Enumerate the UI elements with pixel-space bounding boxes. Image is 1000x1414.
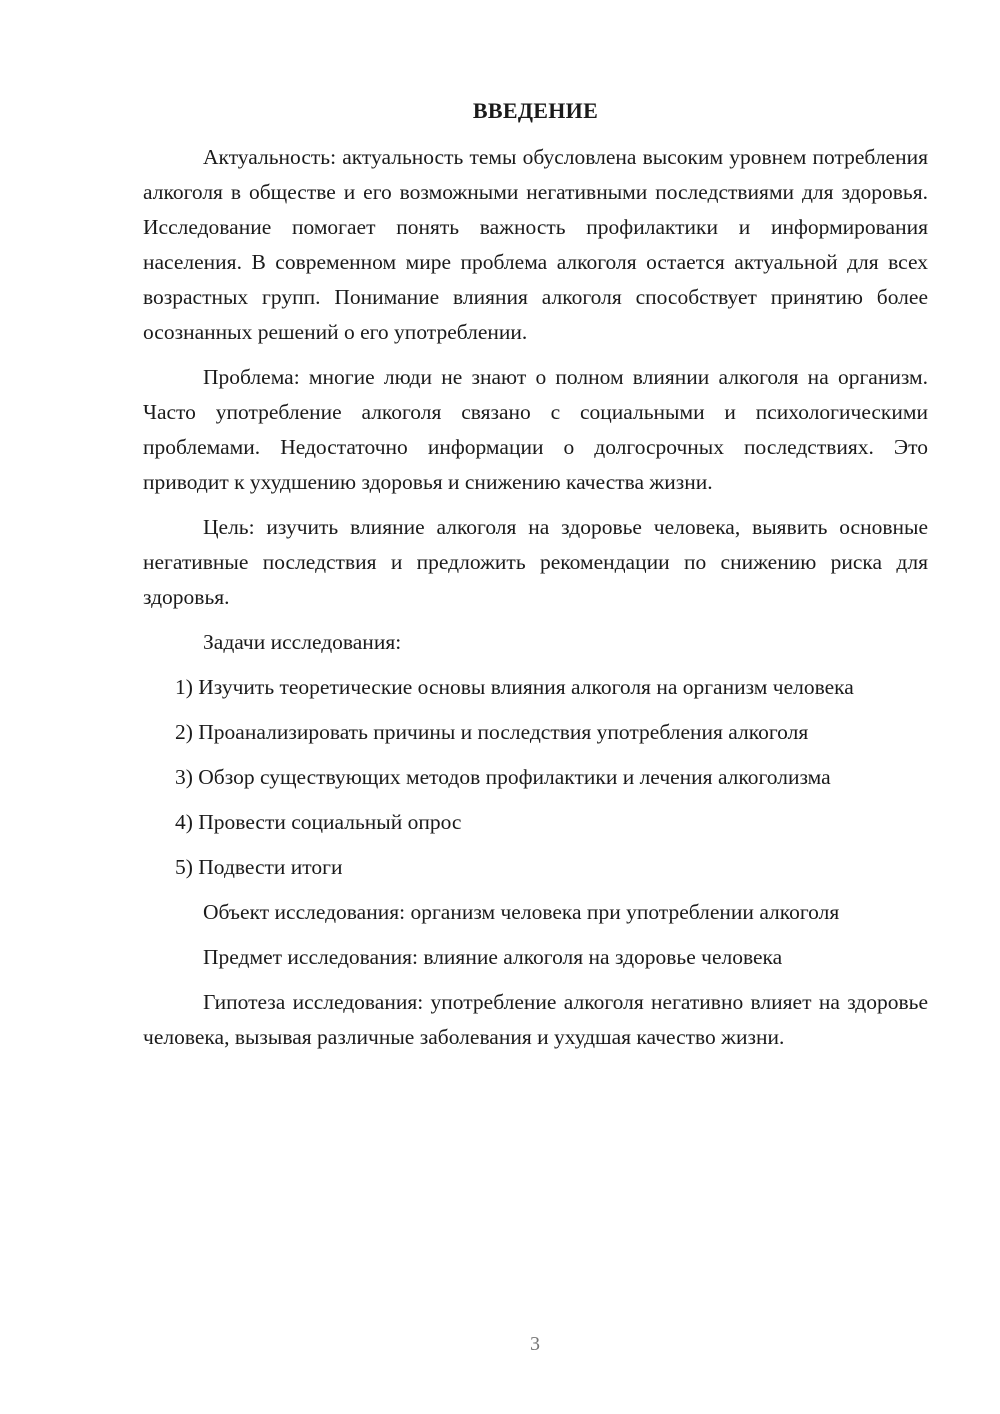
paragraph-relevance: Актуальность: актуальность темы обусловлена высоким уровнем потребления алкоголя в обществе и его возможными негативными последствиями для здоровья. Исследование помогает понять важность профилактики и информирования населения. В современном мире проблема алкоголя остается актуальной для всех возрастных групп. Понимание влияния алкоголя способствует принятию более осознанных решений о его употреблении.: [143, 145, 928, 344]
paragraph-problem: Проблема: многие люди не знают о полном влиянии алкоголя на организм. Часто употребление алкоголя связано с социальными и психологическими проблемами. Недостаточно информации о долгосрочных последствиях. Это приводит к ухудшению здоровья и снижению качества жизни.: [143, 365, 928, 494]
task-item: 1) Изучить теоретические основы влияния алкоголя на организм человека: [175, 675, 854, 699]
task-item: 4) Провести социальный опрос: [175, 810, 462, 834]
paragraph-hypothesis: Гипотеза исследования: употребление алкоголя негативно влияет на здоровье человека, вызывая различные заболевания и ухудшая качество жизни.: [143, 990, 928, 1049]
page-number: 3: [530, 1333, 540, 1355]
section-title: ВВЕДЕНИЕ: [472, 98, 599, 123]
task-item: 2) Проанализировать причины и последствия употребления алкоголя: [175, 720, 809, 744]
task-item: 3) Обзор существующих методов профилактики и лечения алкоголизма: [175, 765, 831, 789]
paragraph-tasks-heading: Задачи исследования:: [203, 630, 402, 654]
paragraph-object: Объект исследования: организм человека при употреблении алкоголя: [203, 900, 840, 924]
task-item: 5) Подвести итоги: [175, 855, 343, 879]
paragraph-subject: Предмет исследования: влияние алкоголя на здоровье человека: [203, 945, 783, 969]
document-page: [143, 94, 928, 1065]
paragraph-goal: Цель: изучить влияние алкоголя на здоровье человека, выявить основные негативные последствия и предложить рекомендации по снижению риска для здоровья.: [143, 515, 928, 609]
